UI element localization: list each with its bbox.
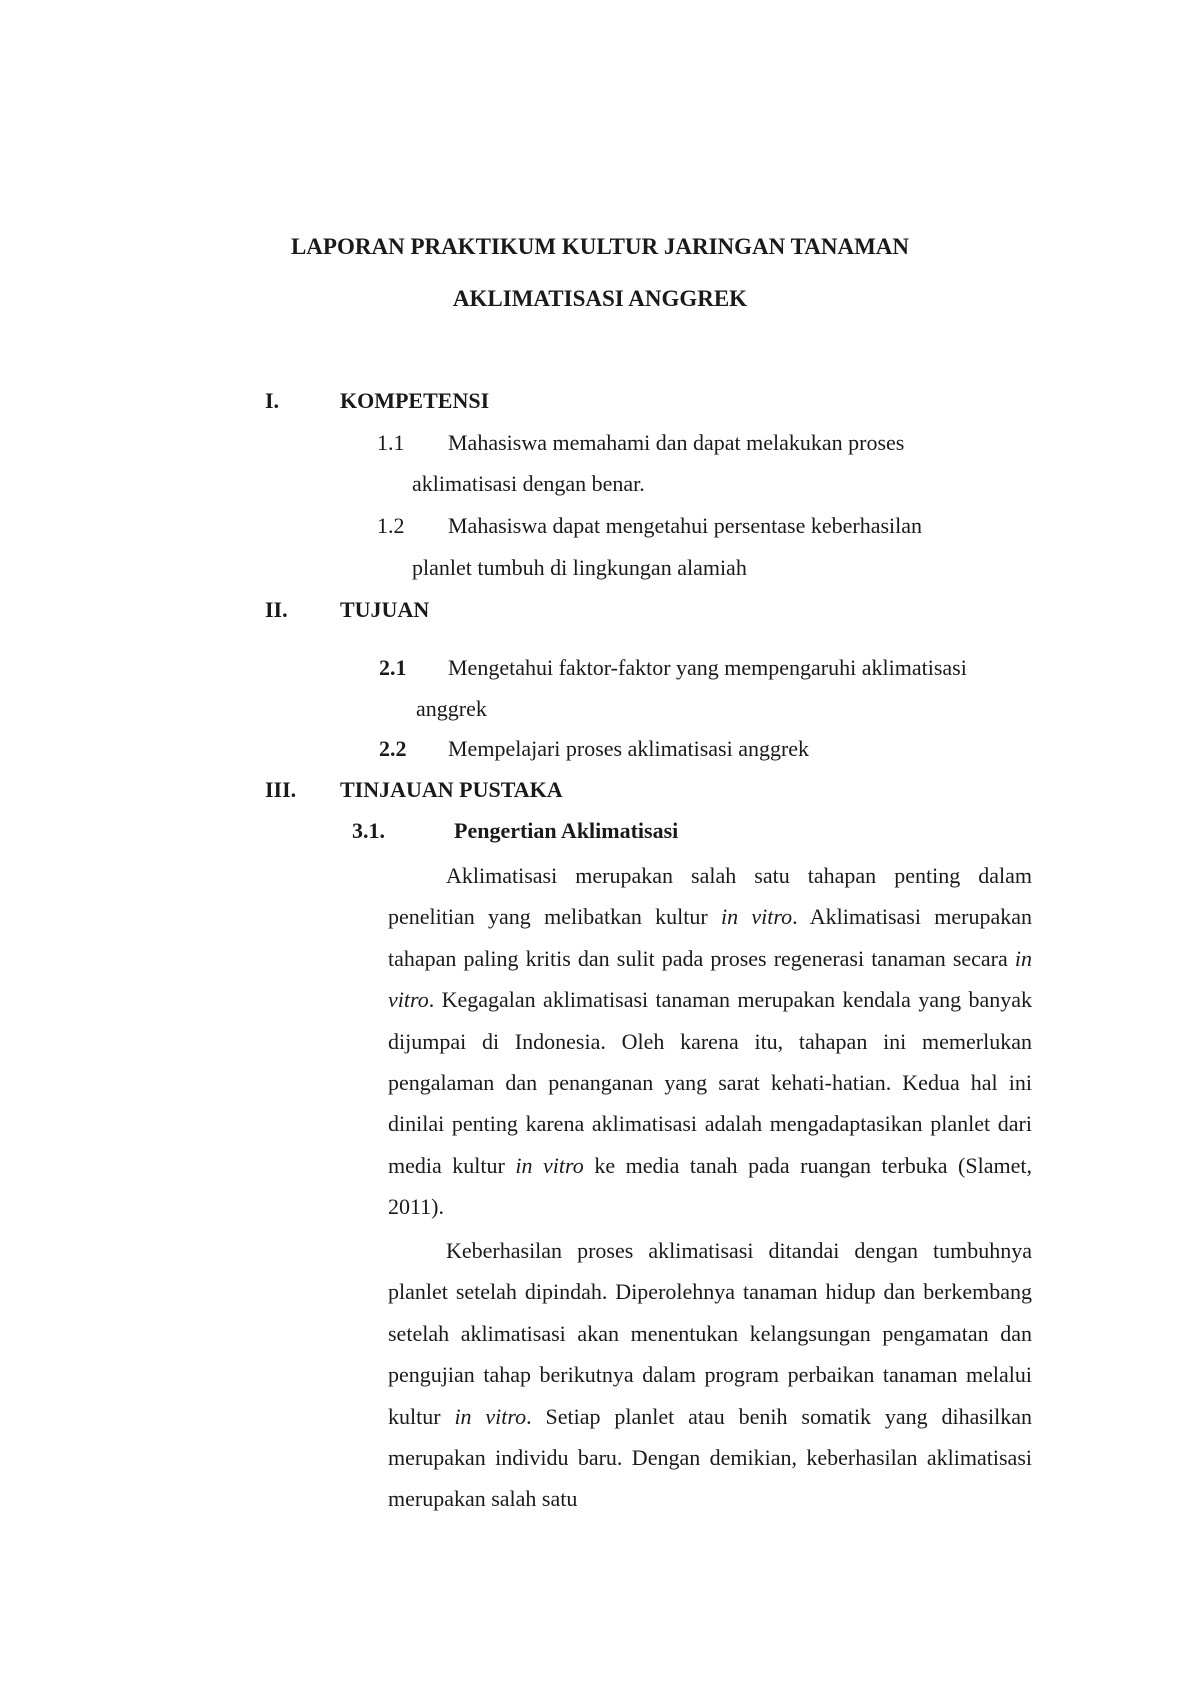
item-2-1-text-line-2: anggrek bbox=[416, 696, 487, 721]
section-2-numeral: II. bbox=[265, 597, 288, 622]
item-2-1-text-line-1: Mengetahui faktor-faktor yang mempengaruhi aklimatisasi bbox=[448, 655, 967, 680]
paragraph-1-text-a: Aklimatisasi merupakan salah satu tahapan penting dalam penelitian yang melibatkan kultur bbox=[388, 863, 1032, 930]
section-1-heading: KOMPETENSI bbox=[340, 388, 490, 413]
item-1-1-text-line-1: Mahasiswa memahami dan dapat melakukan proses bbox=[448, 430, 905, 455]
paragraph-1-text-d: ke media tanah pada ruangan terbuka (Slamet, 2011). bbox=[388, 1152, 1032, 1220]
section-2-heading: TUJUAN bbox=[340, 597, 430, 622]
item-2-2-number: 2.2 bbox=[379, 736, 407, 761]
section-1-numeral: I. bbox=[265, 388, 280, 413]
item-1-2-number: 1.2 bbox=[377, 513, 405, 538]
item-1-2-text-line-2: planlet tumbuh di lingkungan alamiah bbox=[412, 555, 747, 580]
paragraph-1-text-c: . Kegagalan aklimatisasi tanaman merupakan kendala yang banyak dijumpai di Indonesia. Oleh karena itu, tahapan ini memerlukan pengalaman dan penanganan yang sarat kehati-hatian. Kedua hal ini dinilai penting karena aklimatisasi adalah mengadaptasikan planlet dari media kultur bbox=[388, 987, 1032, 1178]
document-title-line-1: LAPORAN PRAKTIKUM KULTUR JARINGAN TANAMAN bbox=[290, 234, 910, 259]
paragraph-1-text-b: . Aklimatisasi merupakan tahapan paling kritis dan sulit pada proses regenerasi tanaman secara bbox=[388, 904, 1032, 971]
paragraph-1-italic-c: in vitro bbox=[515, 1152, 584, 1178]
subsection-3-1-title: Pengertian Aklimatisasi bbox=[454, 818, 679, 843]
body-paragraph-2 bbox=[388, 1230, 1032, 1520]
paragraph-2-italic-a: in vitro bbox=[454, 1403, 527, 1429]
item-2-1-number: 2.1 bbox=[379, 655, 407, 680]
paragraph-1-italic-a: in vitro bbox=[721, 904, 793, 930]
section-3-numeral: III. bbox=[265, 777, 297, 802]
section-3-heading: TINJAUAN PUSTAKA bbox=[340, 777, 563, 802]
subsection-3-1-number: 3.1. bbox=[352, 818, 385, 843]
item-1-1-text-line-2: aklimatisasi dengan benar. bbox=[412, 471, 645, 496]
item-2-2-text-line-1: Mempelajari proses aklimatisasi anggrek bbox=[448, 736, 810, 761]
paragraph-2-text-b: . Setiap planlet atau benih somatik yang dihasilkan merupakan individu baru. Dengan demikian, keberhasilan aklimatisasi merupakan salah satu bbox=[388, 1403, 1032, 1512]
body-paragraph-1 bbox=[388, 855, 1032, 1228]
item-1-1-number: 1.1 bbox=[377, 430, 405, 455]
paragraph-2-text-a: Keberhasilan proses aklimatisasi ditandai dengan tumbuhnya planlet setelah dipindah. Diperolehnya tanaman hidup dan berkembang setelah aklimatisasi akan menentukan kelangsungan pengamatan dan pengujian tahap berikutnya dalam program perbaikan tanaman melalui kultur bbox=[388, 1238, 1032, 1429]
paragraph-1-italic-b: in vitro bbox=[388, 945, 1032, 1013]
item-1-2-text-line-1: Mahasiswa dapat mengetahui persentase keberhasilan bbox=[448, 513, 923, 538]
document-title-line-2: AKLIMATISASI ANGGREK bbox=[452, 286, 748, 311]
